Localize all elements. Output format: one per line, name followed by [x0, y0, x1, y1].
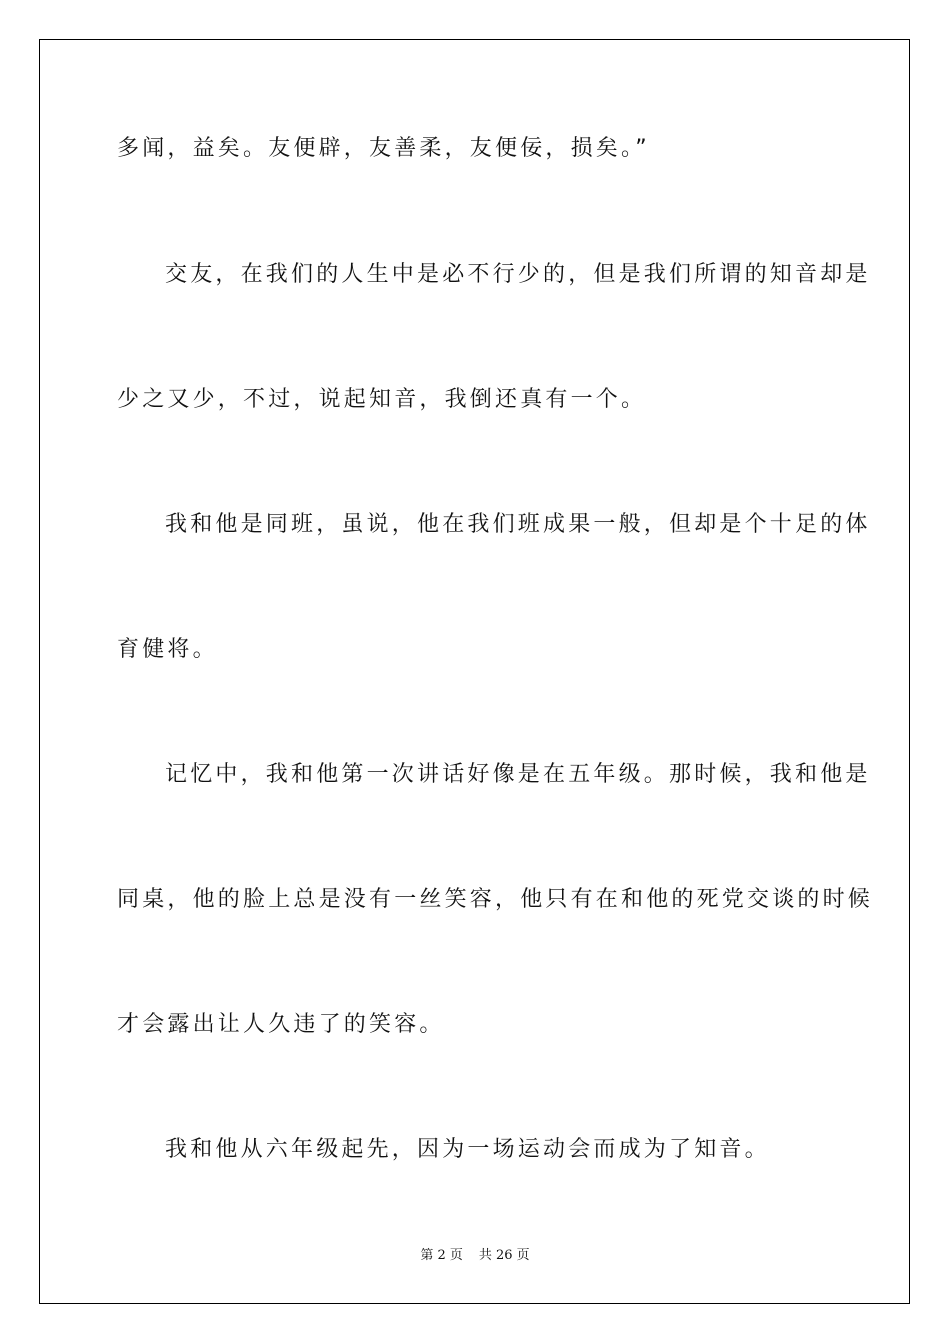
paragraph-4-line-2: 同桌，他的脸上总是没有一丝笑容，他只有在和他的死党交谈的时候 — [117, 887, 874, 912]
paragraph-5-line-1: 我和他从六年级起先，因为一场运动会而成为了知音。 — [165, 1137, 770, 1162]
paragraph-3-line-2: 育健将。 — [117, 637, 218, 662]
paragraph-2-line-2: 少之又少，不过，说起知音，我倒还真有一个。 — [117, 387, 647, 412]
paragraph-4-line-3: 才会露出让人久违了的笑容。 — [117, 1012, 445, 1037]
page-number: 第 2 页 — [420, 1248, 463, 1263]
page-frame — [39, 39, 910, 1304]
paragraph-3-line-1: 我和他是同班，虽说，他在我们班成果一般，但却是个十足的体 — [165, 512, 871, 537]
page-total: 共 26 页 — [478, 1248, 530, 1263]
text-line-1: 多闻，益矣。友便辟，友善柔，友便佞，损矣。” — [117, 136, 650, 161]
page-footer — [0, 1247, 950, 1265]
paragraph-4-line-1: 记忆中，我和他第一次讲话好像是在五年级。那时候，我和他是 — [165, 762, 871, 787]
paragraph-2-line-1: 交友，在我们的人生中是必不行少的，但是我们所谓的知音却是 — [165, 262, 871, 287]
